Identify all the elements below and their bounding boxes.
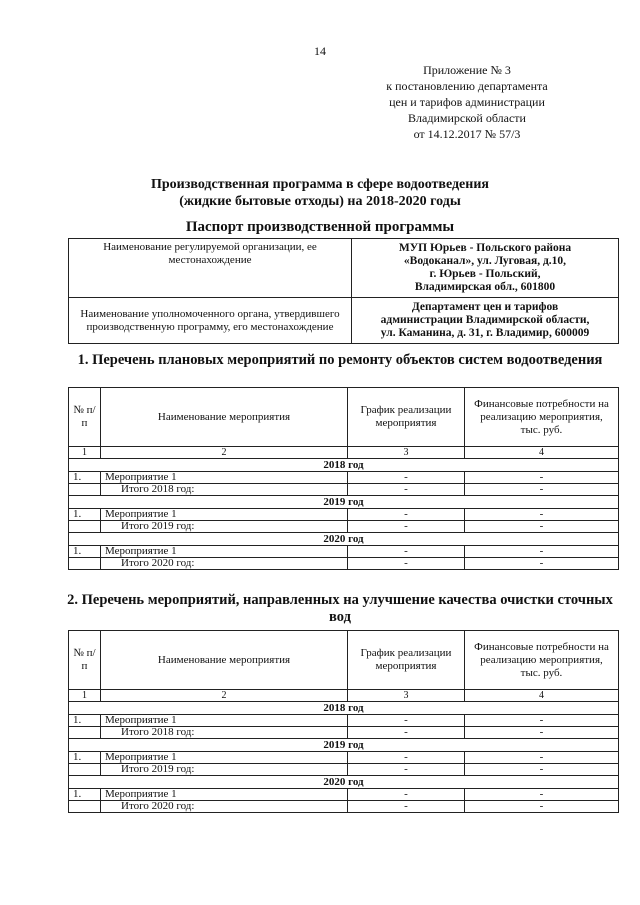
header-number: № п/п — [69, 388, 101, 447]
row-finance: - — [465, 509, 619, 521]
header-schedule: График реализации мероприятия — [348, 388, 465, 447]
row-number: 1. — [69, 546, 101, 558]
table-row-total — [69, 764, 619, 776]
passport-value — [352, 298, 619, 344]
row-number: 1. — [69, 789, 101, 801]
row-schedule: - — [348, 752, 465, 764]
row-number — [69, 764, 101, 776]
row-name: Мероприятие 1 — [101, 752, 348, 764]
year-heading: 2020 год — [69, 533, 619, 546]
header-schedule: График реализации мероприятия — [348, 631, 465, 690]
row-finance: - — [465, 558, 619, 570]
appendix-line: Приложение № 3 — [423, 63, 511, 77]
row-finance: - — [465, 521, 619, 533]
header-finance: Финансовые потребности на реализацию мероприятия, тыс. руб. — [465, 631, 619, 690]
row-finance: - — [465, 727, 619, 739]
passport-label: Наименование уполномоченного органа, утвердившего производственную программу, его местонахождение — [69, 298, 352, 344]
year-heading: 2018 год — [69, 702, 619, 715]
table-row-total — [69, 801, 619, 813]
header-number: № п/п — [69, 631, 101, 690]
row-name: Мероприятие 1 — [101, 715, 348, 727]
year-heading: 2018 год — [69, 459, 619, 472]
row-schedule: - — [348, 789, 465, 801]
row-schedule: - — [348, 715, 465, 727]
row-finance: - — [465, 752, 619, 764]
title-line-2: (жидкие бытовые отходы) на 2018-2020 годы — [179, 194, 461, 209]
column-number: 2 — [101, 690, 348, 702]
row-finance: - — [465, 764, 619, 776]
row-schedule: - — [348, 509, 465, 521]
row-number: 1. — [69, 752, 101, 764]
column-number: 1 — [69, 447, 101, 459]
passport-value — [352, 239, 619, 298]
row-name: Мероприятие 1 — [101, 546, 348, 558]
row-number: 1. — [69, 715, 101, 727]
row-finance: - — [465, 715, 619, 727]
column-number: 3 — [348, 447, 465, 459]
passport-label: Наименование регулируемой организации, ее местонахождение — [69, 239, 352, 298]
row-total-label: Итого 2018 год: — [101, 727, 348, 739]
appendix-line: цен и тарифов администрации — [389, 95, 545, 109]
passport-value-line: МУП Юрьев - Польского района — [398, 242, 572, 254]
row-finance: - — [465, 801, 619, 813]
appendix-line: к постановлению департамента — [386, 79, 548, 93]
appendix-block — [347, 62, 587, 142]
row-schedule: - — [348, 484, 465, 496]
year-heading: 2020 год — [69, 776, 619, 789]
section-2-title: 2. Перечень мероприятий, направленных на улучшение качества очистки сточных вод — [67, 592, 613, 625]
appendix-line: Владимирской области — [408, 111, 526, 125]
table-row — [69, 509, 619, 521]
table-row-total — [69, 727, 619, 739]
row-total-label: Итого 2018 год: — [101, 484, 348, 496]
table-row — [69, 789, 619, 801]
row-total-label: Итого 2019 год: — [101, 521, 348, 533]
row-schedule: - — [348, 558, 465, 570]
passport-value-line: Департамент цен и тарифов — [411, 301, 559, 313]
row-schedule: - — [348, 521, 465, 533]
row-number — [69, 801, 101, 813]
row-total-label: Итого 2020 год: — [101, 558, 348, 570]
table-row — [69, 715, 619, 727]
row-number: 1. — [69, 472, 101, 484]
table-row — [69, 752, 619, 764]
row-schedule: - — [348, 546, 465, 558]
table-row — [69, 546, 619, 558]
year-heading: 2019 год — [69, 739, 619, 752]
table-row-total — [69, 484, 619, 496]
table-row — [69, 472, 619, 484]
column-number: 2 — [101, 447, 348, 459]
row-schedule: - — [348, 472, 465, 484]
row-schedule: - — [348, 801, 465, 813]
row-finance: - — [465, 472, 619, 484]
row-name: Мероприятие 1 — [101, 472, 348, 484]
row-finance: - — [465, 546, 619, 558]
table-row-total — [69, 521, 619, 533]
year-heading: 2019 год — [69, 496, 619, 509]
passport-value-line: г. Юрьев - Польский, — [429, 268, 541, 280]
page-number: 14 — [314, 44, 326, 58]
row-number — [69, 558, 101, 570]
row-number — [69, 727, 101, 739]
row-schedule: - — [348, 764, 465, 776]
row-name: Мероприятие 1 — [101, 509, 348, 521]
column-number: 4 — [465, 690, 619, 702]
column-number: 4 — [465, 447, 619, 459]
header-finance: Финансовые потребности на реализацию мероприятия, тыс. руб. — [465, 388, 619, 447]
row-total-label: Итого 2020 год: — [101, 801, 348, 813]
section-1-table — [68, 387, 619, 570]
passport-value-line: Владимирская обл., 601800 — [414, 281, 556, 293]
row-finance: - — [465, 789, 619, 801]
header-name: Наименование мероприятия — [101, 631, 348, 690]
row-finance: - — [465, 484, 619, 496]
row-name: Мероприятие 1 — [101, 789, 348, 801]
row-number: 1. — [69, 509, 101, 521]
row-number — [69, 521, 101, 533]
row-schedule: - — [348, 727, 465, 739]
appendix-line: от 14.12.2017 № 57/3 — [413, 127, 521, 141]
title-line-1: Производственная программа в сфере водоотведения — [151, 177, 489, 192]
passport-value-line: ул. Каманина, д. 31, г. Владимир, 600009 — [380, 327, 590, 339]
column-number: 3 — [348, 690, 465, 702]
row-number — [69, 484, 101, 496]
table-row-total — [69, 558, 619, 570]
passport-table — [68, 238, 619, 344]
row-total-label: Итого 2019 год: — [101, 764, 348, 776]
passport-value-line: администрации Владимирской области, — [380, 314, 590, 326]
passport-value-line: «Водоканал», ул. Луговая, д.10, — [403, 255, 567, 267]
passport-heading: Паспорт производственной программы — [185, 219, 455, 235]
document-title — [0, 176, 640, 210]
section-2-table — [68, 630, 619, 813]
section-1-title: 1. Перечень плановых мероприятий по ремонту объектов систем водоотведения — [77, 352, 603, 368]
header-name: Наименование мероприятия — [101, 388, 348, 447]
column-number: 1 — [69, 690, 101, 702]
